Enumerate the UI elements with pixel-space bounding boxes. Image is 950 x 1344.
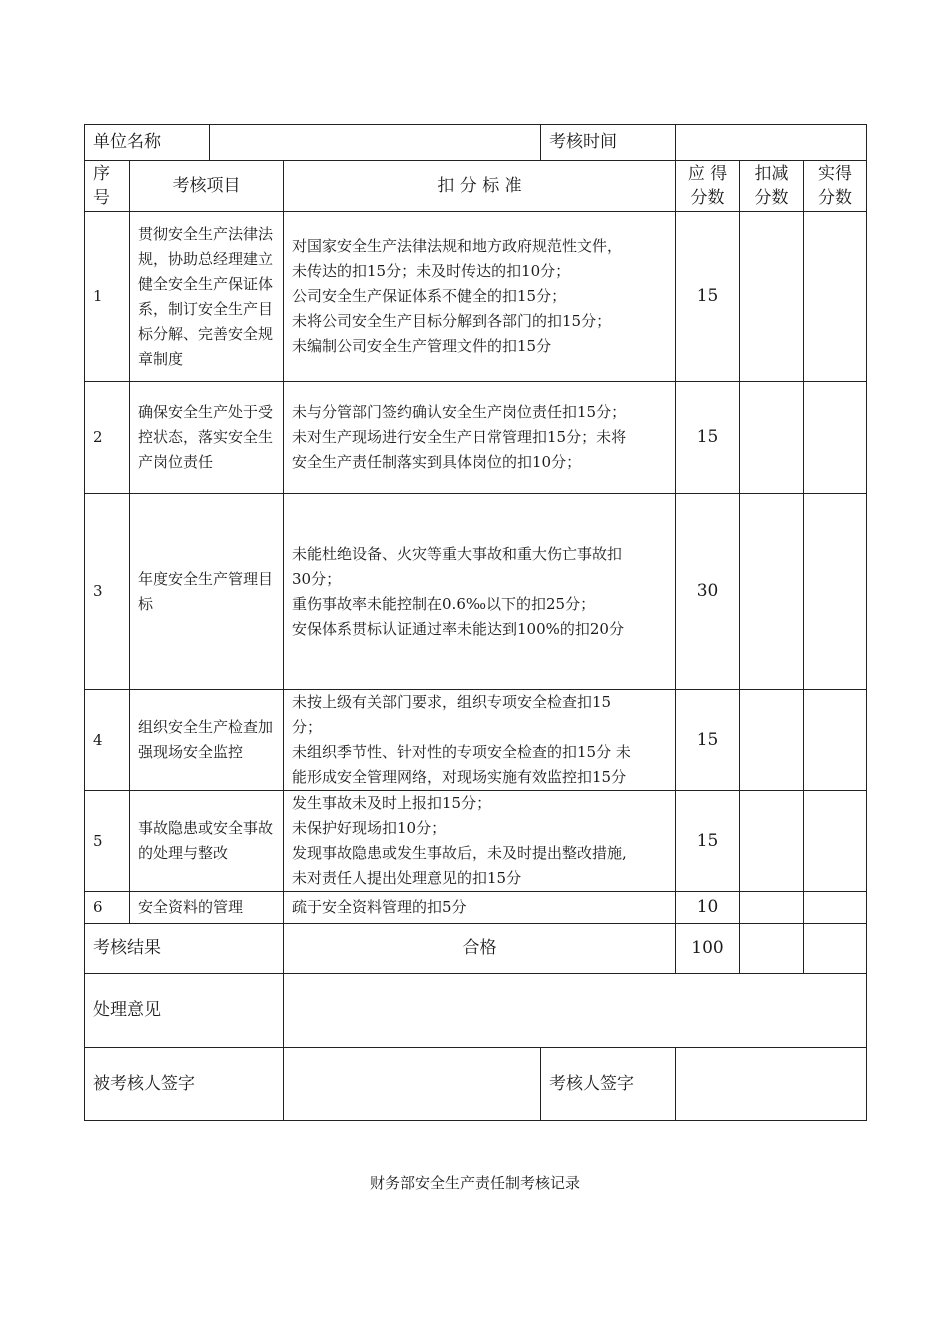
row-deduct-score[interactable] — [740, 791, 804, 892]
row-actual-score[interactable] — [804, 212, 867, 382]
signature-row — [85, 1048, 867, 1121]
col-header-criteria: 扣 分 标 准 — [284, 161, 676, 212]
assessment-time-field[interactable] — [676, 125, 867, 161]
row-due-score: 15 — [676, 690, 740, 791]
criteria-line: 未传达的扣15分；未及时传达的扣10分； — [292, 262, 571, 280]
criteria-line: 分； — [292, 718, 323, 736]
row-actual-score[interactable] — [804, 382, 867, 494]
criteria-line: 安全生产责任制落实到具体岗位的扣10分； — [292, 453, 582, 471]
row-criteria — [284, 690, 676, 791]
table-row — [85, 690, 867, 791]
table-row — [85, 382, 867, 494]
criteria-line: 未编制公司安全生产管理文件的扣15分 — [292, 337, 552, 355]
criteria-line: 对国家安全生产法律法规和地方政府规范性文件， — [292, 237, 623, 255]
row-actual-score[interactable] — [804, 690, 867, 791]
row-criteria — [284, 494, 676, 690]
criteria-line: 未能杜绝设备、火灾等重大事故和重大伤亡事故扣 — [292, 544, 623, 563]
row-deduct-score[interactable] — [740, 212, 804, 382]
row-item: 年度安全生产管理目标 — [130, 494, 284, 690]
row-seq: 2 — [85, 382, 130, 494]
criteria-line: 未按上级有关部门要求，组织专项安全检查扣15 — [292, 693, 612, 711]
criteria-line: 未保护好现场扣10分； — [292, 819, 447, 837]
criteria-line: 30分； — [292, 569, 342, 588]
criteria-line: 能形成安全管理网络，对现场实施有效监控扣15分 — [292, 768, 627, 786]
row-criteria — [284, 382, 676, 494]
col-header-deduct-score: 扣减分数 — [740, 161, 804, 212]
table-row — [85, 791, 867, 892]
row-seq: 1 — [85, 212, 130, 382]
row-item: 贯彻安全生产法律法规，协助总经理建立健全安全生产保证体系，制订安全生产目标分解、完善安全规章制度 — [130, 212, 284, 382]
col-header-seq: 序号 — [85, 161, 130, 212]
row-actual-score[interactable] — [804, 892, 867, 924]
opinion-label: 处理意见 — [85, 974, 284, 1048]
row-seq: 5 — [85, 791, 130, 892]
row-due-score: 15 — [676, 791, 740, 892]
row-item: 确保安全生产处于受控状态，落实安全生产岗位责任 — [130, 382, 284, 494]
criteria-line: 公司安全生产保证体系不健全的扣15分； — [292, 287, 567, 305]
table-row — [85, 494, 867, 690]
row-due-score: 10 — [676, 892, 740, 924]
row-item: 事故隐患或安全事故的处理与整改 — [130, 791, 284, 892]
criteria-line: 未将公司安全生产目标分解到各部门的扣15分； — [292, 312, 612, 330]
unit-name-label: 单位名称 — [85, 125, 210, 161]
row-deduct-score[interactable] — [740, 690, 804, 791]
row-criteria — [284, 212, 676, 382]
criteria-line: 疏于安全资料管理的扣5分 — [292, 898, 467, 916]
opinion-field[interactable] — [284, 974, 867, 1048]
row-seq: 4 — [85, 690, 130, 791]
row-deduct-score[interactable] — [740, 494, 804, 690]
criteria-line: 未对生产现场进行安全生产日常管理扣15分；未将 — [292, 428, 627, 446]
unit-name-field[interactable] — [210, 125, 541, 161]
row-due-score: 30 — [676, 494, 740, 690]
criteria-line: 发生事故未及时上报扣15分； — [292, 794, 492, 812]
criteria-line: 发现事故隐患或发生事故后，未及时提出整改措施, — [292, 844, 627, 862]
table-row — [85, 892, 867, 924]
result-row — [85, 924, 867, 974]
row-actual-score[interactable] — [804, 494, 867, 690]
result-total-score: 100 — [676, 924, 740, 974]
assessment-time-label: 考核时间 — [541, 125, 676, 161]
row-seq: 6 — [85, 892, 130, 924]
row-seq: 3 — [85, 494, 130, 690]
criteria-line: 未组织季节性、针对性的专项安全检查的扣15分 未 — [292, 743, 631, 761]
row-deduct-score[interactable] — [740, 382, 804, 494]
row-due-score: 15 — [676, 382, 740, 494]
row-criteria — [284, 791, 676, 892]
assessor-signature-field[interactable] — [676, 1048, 867, 1121]
assessor-signature-label: 考核人签字 — [541, 1048, 676, 1121]
row-deduct-score[interactable] — [740, 892, 804, 924]
row-item: 组织安全生产检查加强现场安全监控 — [130, 690, 284, 791]
row-item: 安全资料的管理 — [130, 892, 284, 924]
result-deduct-score[interactable] — [740, 924, 804, 974]
row-actual-score[interactable] — [804, 791, 867, 892]
footer-title: 财务部安全生产责任制考核记录 — [369, 1174, 580, 1192]
assessment-form — [84, 124, 866, 1121]
row-due-score: 15 — [676, 212, 740, 382]
criteria-line: 未与分管部门签约确认安全生产岗位责任扣15分； — [292, 403, 627, 421]
criteria-line: 未对责任人提出处理意见的扣15分 — [292, 869, 522, 887]
result-actual-score[interactable] — [804, 924, 867, 974]
col-header-due-score: 应 得分数 — [676, 161, 740, 212]
result-value: 合格 — [284, 924, 676, 974]
assessee-signature-field[interactable] — [284, 1048, 541, 1121]
opinion-row — [85, 974, 867, 1048]
criteria-line: 安保体系贯标认证通过率未能达到100%的扣20分 — [292, 619, 624, 638]
col-header-actual-score: 实得分数 — [804, 161, 867, 212]
row-criteria — [284, 892, 676, 924]
result-label: 考核结果 — [85, 924, 284, 974]
assessment-table — [84, 124, 867, 1121]
assessee-signature-label: 被考核人签字 — [85, 1048, 284, 1121]
criteria-line: 重伤事故率未能控制在0.6‰以下的扣25分； — [292, 594, 596, 613]
col-header-item: 考核项目 — [130, 161, 284, 212]
table-row — [85, 212, 867, 382]
